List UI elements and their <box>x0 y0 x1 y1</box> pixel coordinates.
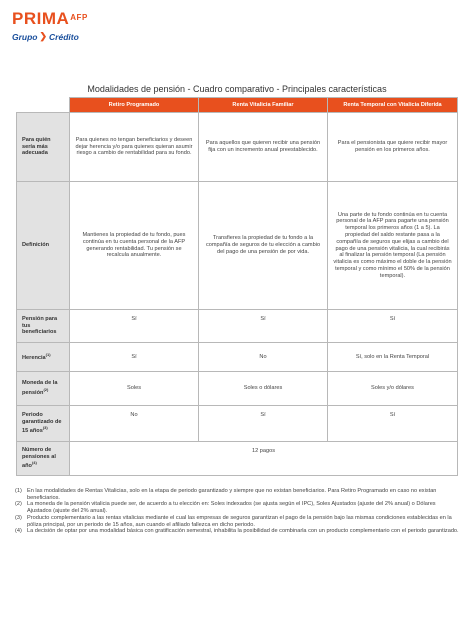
table-cell: Soles o dólares <box>199 372 328 406</box>
table-row <box>17 406 458 442</box>
table-row <box>17 372 458 406</box>
table-cell: Para aquellos que quieren recibir una pensión fija con un incremento anual preestablecido. <box>199 113 328 182</box>
table-cell: Una parte de tu fondo continúa en tu cuenta personal de la AFP para pagarte una pensión temporal los primeros años (1 a 5). La propiedad del saldo restante pasa a la compañía de seguros que elijas a cambio del pago de una pensión vitalicia, la cual recibirás al finalizar la pensión temporal (La pensión vitalicia es como máximo el doble de la pensión temporal y como mínimo el 50% de la pensión temporal). <box>328 182 458 310</box>
table-cell: No <box>199 343 328 372</box>
table-cell: Sí <box>70 310 199 343</box>
table-cell: Para el pensionista que quiere recibir mayor pensión en los primeros años. <box>328 113 458 182</box>
table-cell: Sí, solo en la Renta Temporal <box>328 343 458 372</box>
table-cell: Sí <box>328 406 458 442</box>
row-label: Periodo garantizado de 15 años$^{(3)}$ <box>17 406 70 442</box>
table-cell: Mantienes la propiedad de tu fondo, pues continúa en tu cuenta personal de la AFP generando rentabilidad. Tu pensión se recalcula anualmente. <box>70 182 199 310</box>
table-row <box>17 343 458 372</box>
logo-brand: $PRIMA^{AFP}$ <box>12 9 88 28</box>
footnote: (4) La decisión de optar por una modalidad básica con gratificación semestral, inhabilita la posibilidad de combinarla con un producto complementario con el periodo garantizado. <box>15 528 459 535</box>
table-cell: No <box>70 406 199 442</box>
table-cell: Soles y/o dólares <box>328 372 458 406</box>
row-label: Definición <box>17 182 70 310</box>
column-header: Retiro Programado <box>70 98 199 113</box>
row-label: Herencia$^{(1)}$ <box>17 343 70 372</box>
chevron-right-icon: ❯ <box>39 31 48 41</box>
footnote: (3) Producto complementario a las rentas vitalicias mediante el cual las empresas de seguros garantizan el pago de la pensión bajo las mismas condiciones establecidas en la póliza principal, por un periodo de 15 años, aun cuando el afiliado fallezca en dicho periodo. <box>15 514 452 528</box>
table-row <box>17 310 458 343</box>
table-header-row <box>17 98 458 113</box>
prima-afp-logo <box>12 10 88 42</box>
footnotes <box>15 488 459 535</box>
table-cell: 12 pagos <box>70 442 458 476</box>
table-cell: Para quienes no tengan beneficiarios y deseen dejar herencia y/o para quienes quieran asumir riesgo a cambio de rentabilidad para su fondo. <box>70 113 199 182</box>
row-label: Moneda de la pensión$^{(2)}$ <box>17 372 70 406</box>
table-cell: Sí <box>199 406 328 442</box>
row-label: Pensión para tus beneficiarios <box>17 310 70 343</box>
table-cell: Sí <box>328 310 458 343</box>
table-cell: Sí <box>199 310 328 343</box>
logo-group: Grupo ❯ Crédito <box>12 31 79 42</box>
table-row <box>17 442 458 476</box>
comparison-table <box>16 97 458 476</box>
table-cell: Sí <box>70 343 199 372</box>
document-title: Modalidades de pensión - Cuadro comparativo - Principales características <box>87 84 387 94</box>
table-row <box>17 113 458 182</box>
table-row <box>17 182 458 310</box>
footnote: (1) En las modalidades de Rentas Vitalicias, solo en la etapa de periodo garantizado y siempre que no existan beneficiarios. Para Retiro Programado en caso no existan beneficiarios. <box>15 488 437 501</box>
column-header: Renta Temporal con Vitalicia Diferida <box>328 98 458 113</box>
row-label: Número de pensiones al año$^{(4)}$ <box>17 442 70 476</box>
table-cell: Soles <box>70 372 199 406</box>
header-blank-cell <box>17 98 70 113</box>
table-cell: Transfieres la propiedad de tu fondo a la compañía de seguros de tu elección a cambio del pago de una pensión de por vida. <box>199 182 328 310</box>
footnote: (2) La moneda de la pensión vitalicia puede ser, de acuerdo a tu elección en: Soles indexados (se ajusta según el IPC), Soles Ajustados (ajuste del 2% anual) o Dólares Ajustados (ajuste del 2% anual). <box>15 501 436 515</box>
column-header: Renta Vitalicia Familiar <box>199 98 328 113</box>
row-label: Para quién sería más adecuada <box>17 113 70 182</box>
